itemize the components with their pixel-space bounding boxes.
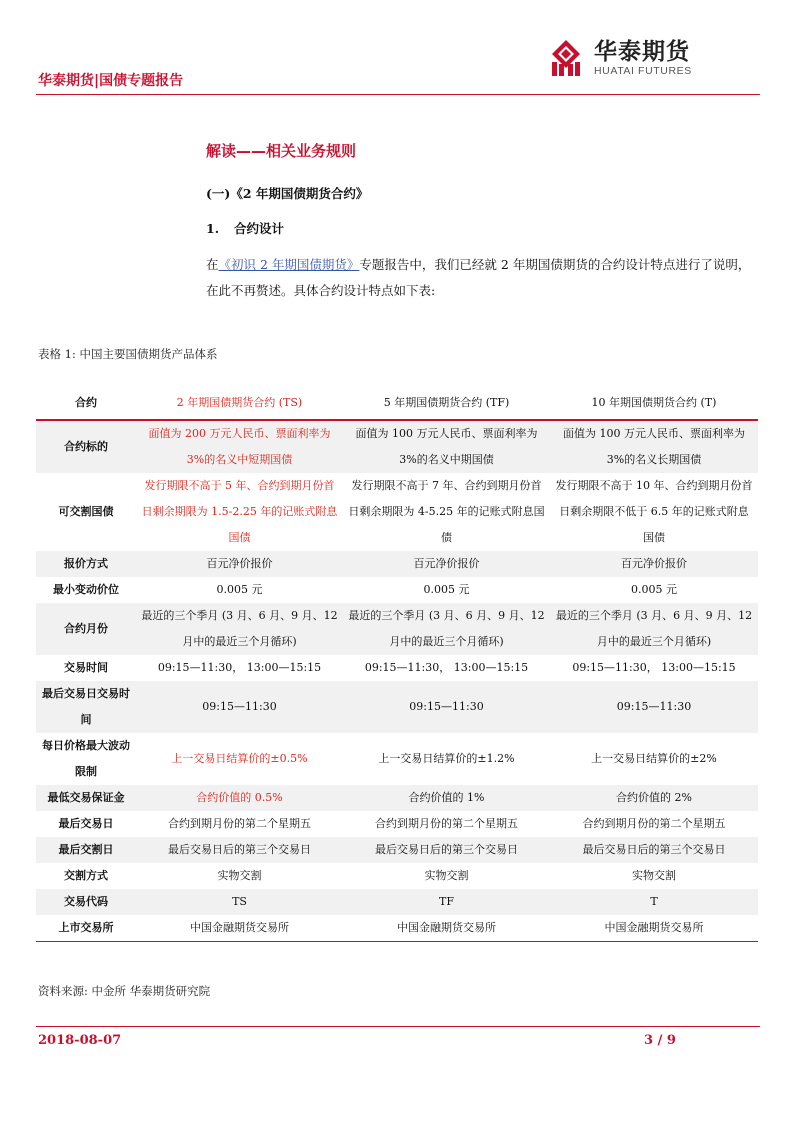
cell-tf: 合约到期月份的第二个星期五	[375, 817, 518, 830]
cell-ts: 0.005 元	[216, 583, 263, 596]
subsection-title: (一)《2 年期国债期货合约》	[206, 186, 369, 201]
cell-ts: 合约价值的 0.5%	[196, 791, 283, 804]
header-cell-ts: 2 年期国债期货合约 (TS)	[136, 386, 343, 420]
cell-ts: 合约到期月份的第二个星期五	[168, 817, 311, 830]
row-label: 交易代码	[64, 895, 108, 908]
para-prefix: 在	[206, 257, 219, 272]
row-label: 每日价格最大波动限制	[42, 739, 130, 778]
table-caption: 表格 1: 中国主要国债期货产品体系	[38, 347, 218, 361]
cell-tf: 最后交易日后的第三个交易日	[375, 843, 518, 856]
cell-tf: 面值为 100 万元人民币、票面利率为 3%的名义中期国债	[355, 427, 538, 466]
cell-ts: 09:15—11:30， 13:00—15:15	[157, 661, 322, 674]
row-label: 最小变动价位	[53, 583, 119, 596]
row-label: 报价方式	[64, 557, 108, 570]
cell-tf: TF	[439, 895, 454, 908]
cell-t: 面值为 100 万元人民币、票面利率为 3%的名义长期国债	[563, 427, 745, 466]
report-header-title: 华泰期货|国债专题报告	[38, 73, 184, 89]
cell-t: 最后交易日后的第三个交易日	[582, 843, 726, 856]
cell-tf: 中国金融期货交易所	[397, 921, 496, 934]
cell-ts: 最后交易日后的第三个交易日	[168, 843, 311, 856]
cell-ts: 最近的三个季月 (3 月、6 月、9 月、12 月中的最近三个月循环)	[141, 609, 338, 648]
row-label: 交易时间	[64, 661, 108, 674]
huatai-logo-icon	[546, 38, 586, 78]
table-row	[36, 551, 758, 577]
cell-tf: 09:15—11:30	[409, 700, 484, 713]
cell-ts: 百元净价报价	[206, 557, 273, 570]
cell-tf: 上一交易日结算价的±1.2%	[378, 752, 515, 765]
table-header-row	[36, 386, 758, 420]
cell-t: 中国金融期货交易所	[604, 921, 704, 934]
footer-divider	[36, 1026, 760, 1027]
cell-t: T	[650, 895, 658, 908]
row-label: 合约月份	[64, 622, 108, 635]
cell-tf: 0.005 元	[423, 583, 470, 596]
table-row	[36, 837, 758, 863]
cell-t: 最近的三个季月 (3 月、6 月、9 月、12 月中的最近三个月循环)	[555, 609, 753, 648]
cell-tf: 09:15—11:30， 13:00—15:15	[364, 661, 529, 674]
cell-tf: 百元净价报价	[413, 557, 480, 570]
data-source-note: 资料来源: 中金所 华泰期货研究院	[38, 984, 211, 998]
table-row	[36, 577, 758, 603]
header-cell-tf: 5 年期国债期货合约 (TF)	[343, 386, 550, 420]
table-row	[36, 473, 758, 551]
cell-tf: 实物交割	[424, 869, 469, 882]
table-row	[36, 681, 758, 733]
cell-tf: 最近的三个季月 (3 月、6 月、9 月、12 月中的最近三个月循环)	[348, 609, 545, 648]
table-row	[36, 915, 758, 942]
table-row	[36, 603, 758, 655]
cell-t: 合约价值的 2%	[616, 791, 692, 804]
cell-ts: 实物交割	[217, 869, 262, 882]
header-cell-contract: 合约	[36, 386, 136, 420]
cell-ts: 09:15—11:30	[202, 700, 277, 713]
cell-t: 发行期限不高于 10 年、合约到期月份首日剩余期限不低于 6.5 年的记账式附息国债	[555, 479, 753, 544]
row-label: 最后交易日	[58, 817, 114, 830]
cell-t: 百元净价报价	[621, 557, 687, 570]
cell-t: 合约到期月份的第二个星期五	[582, 817, 726, 830]
report-link[interactable]: 《初识 2 年期国债期货》	[218, 257, 360, 272]
cell-tf: 发行期限不高于 7 年、合约到期月份首日剩余期限为 4-5.25 年的记账式附息国债	[348, 479, 545, 544]
numbered-heading	[206, 219, 284, 237]
section-title: 解读——相关业务规则	[206, 142, 357, 160]
cell-tf: 合约价值的 1%	[408, 791, 485, 804]
cell-ts: 面值为 200 万元人民币、票面利率为 3%的名义中短期国债	[148, 427, 331, 466]
cell-ts: 中国金融期货交易所	[190, 921, 289, 934]
table-row	[36, 420, 758, 473]
row-label: 合约标的	[64, 440, 108, 453]
heading-number: 1.	[206, 221, 220, 236]
table-row	[36, 655, 758, 681]
row-label: 上市交易所	[58, 921, 114, 934]
row-label: 可交割国债	[58, 505, 114, 518]
row-label: 最后交易日交易时间	[42, 687, 130, 726]
table-row	[36, 733, 758, 785]
cell-t: 09:15—11:30	[616, 700, 692, 713]
table-row	[36, 785, 758, 811]
cell-t: 09:15—11:30， 13:00—15:15	[572, 661, 736, 674]
cell-t: 0.005 元	[631, 583, 677, 596]
para-text: 专题报告中，我们已经就 2 年期国债期货的合约设计特点进行了说明，在此不再赘述。具体合约设计特点如下表:	[206, 257, 751, 298]
page-number: 3 / 9	[644, 1033, 676, 1048]
cell-ts: TS	[232, 895, 247, 908]
heading-text: 合约设计	[234, 221, 285, 236]
table-row	[36, 863, 758, 889]
cell-t: 上一交易日结算价的±2%	[591, 752, 717, 765]
logo-english-name: HUATAI FUTURES	[594, 64, 692, 77]
row-label: 最低交易保证金	[47, 791, 125, 804]
cell-ts: 上一交易日结算价的±0.5%	[171, 752, 308, 765]
row-label: 交割方式	[64, 869, 108, 882]
row-label: 最后交割日	[58, 843, 114, 856]
cell-t: 实物交割	[632, 869, 676, 882]
table-row	[36, 811, 758, 837]
footer-date: 2018-08-07	[38, 1033, 122, 1048]
header-cell-t: 10 年期国债期货合约 (T)	[550, 386, 758, 420]
header-divider	[36, 94, 760, 95]
intro-paragraph	[206, 252, 758, 304]
contract-spec-table	[36, 386, 758, 942]
huatai-logo	[546, 38, 692, 78]
table-row	[36, 889, 758, 915]
cell-ts: 发行期限不高于 5 年、合约到期月份首日剩余期限为 1.5-2.25 年的记账式附息国债	[141, 479, 338, 544]
logo-chinese-name: 华泰期货	[594, 38, 690, 65]
